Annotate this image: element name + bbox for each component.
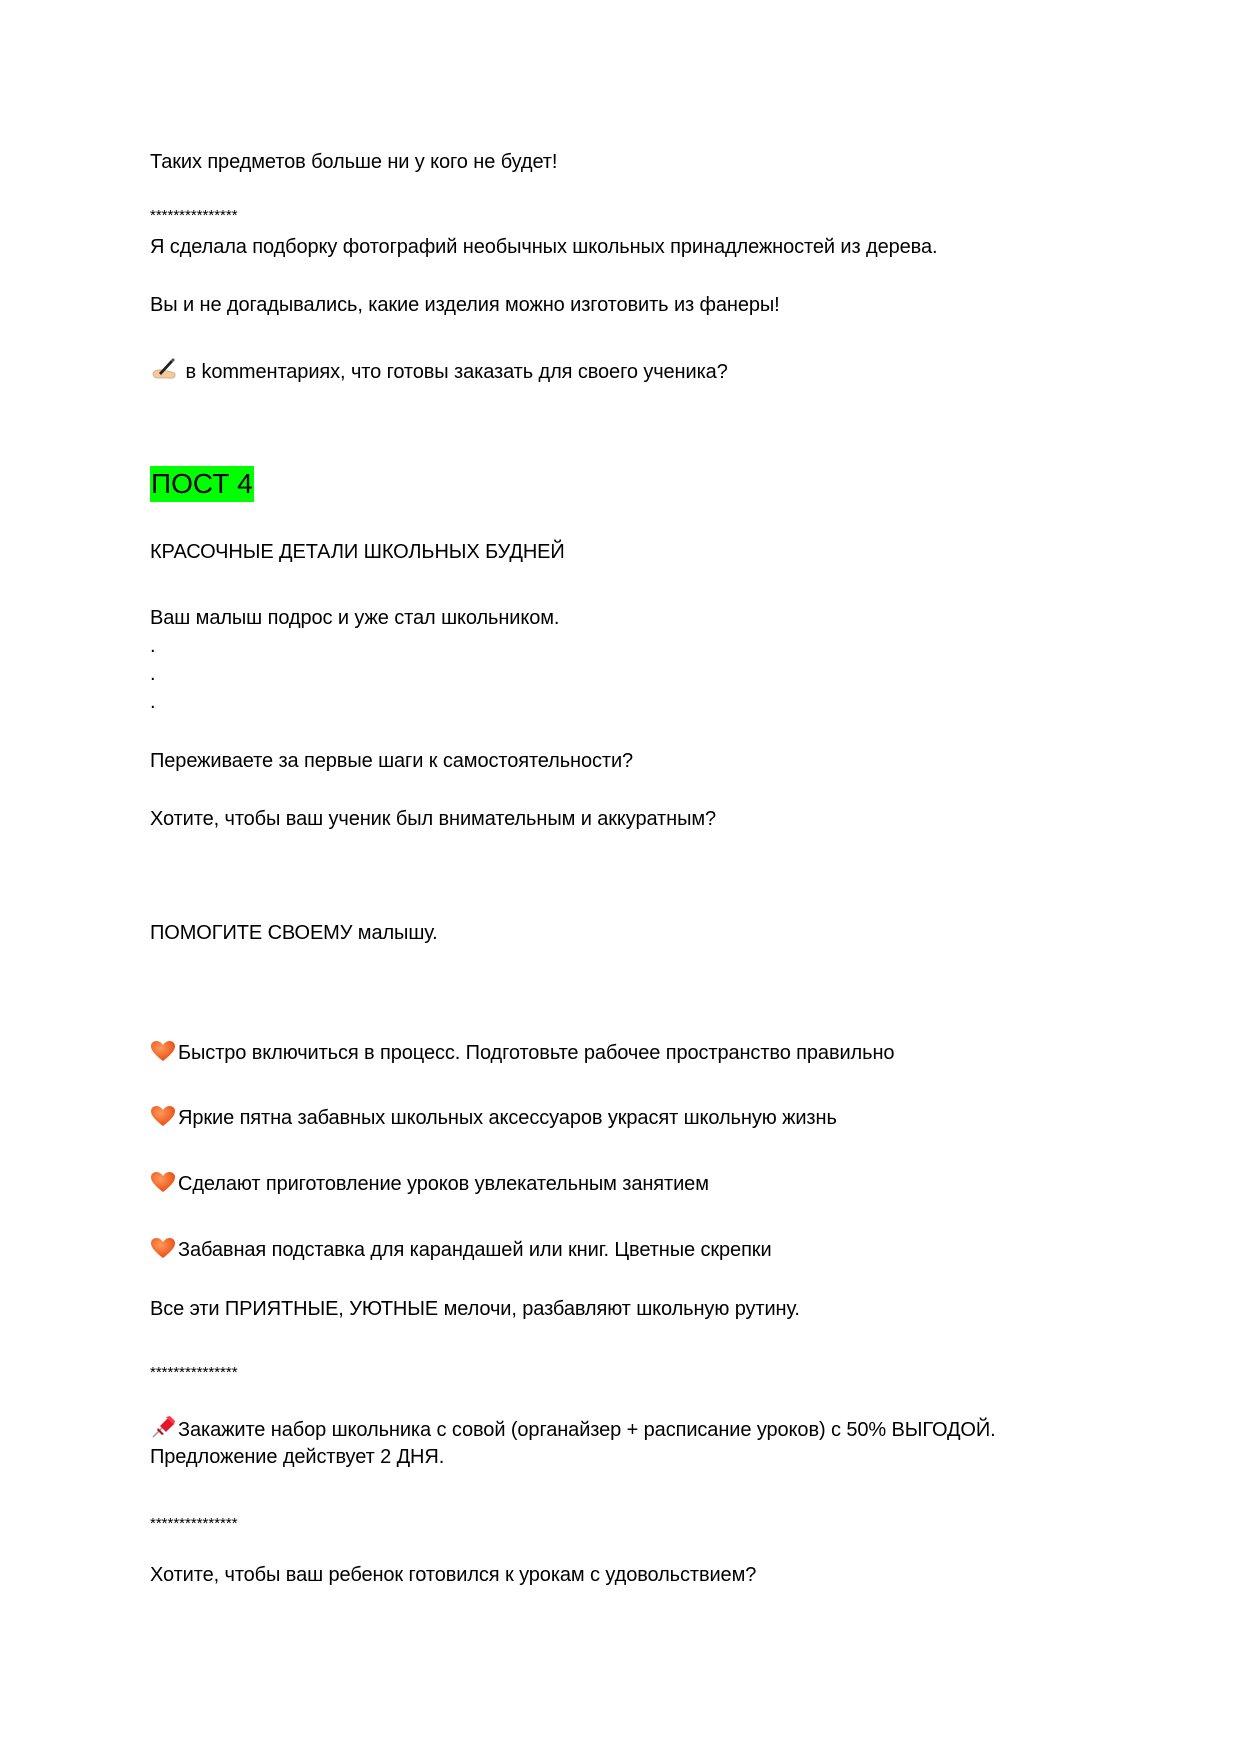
separator: *************** — [150, 1515, 238, 1532]
intro-line-4-text: в kommентариях, что готовы заказать для своего ученика? — [180, 361, 728, 383]
dot-line: . — [150, 663, 156, 685]
intro-line-3: Вы и не догадывались, какие изделия можно изготовить из фанеры! — [150, 294, 780, 316]
offer-text: Закажите набор школьника с совой (органайзер + расписание уроков) с 50% ВЫГОДОЙ. — [178, 1419, 996, 1441]
post-title: КРАСОЧНЫЕ ДЕТАЛИ ШКОЛЬНЫХ БУДНЕЙ — [150, 541, 565, 563]
bullet-item — [150, 1237, 772, 1263]
post-question-1: Переживаете за первые шаги к самостоятельности? — [150, 750, 634, 772]
post-call: ПОМОГИТЕ СВОЕМУ малышу. — [150, 922, 438, 944]
dot-line: . — [150, 635, 156, 657]
intro-line-2: Я сделала подборку фотографий необычных школьных принадлежностей из дерева. — [150, 236, 938, 258]
pushpin-icon — [150, 1415, 176, 1439]
bullet-item — [150, 1040, 894, 1066]
bullet-item — [150, 1171, 709, 1197]
offer-line-1 — [150, 1415, 996, 1443]
offer-line-2: Предложение действует 2 ДНЯ. — [150, 1446, 445, 1468]
post-question-2: Хотите, чтобы ваш ученик был внимательным и аккуратным? — [150, 808, 717, 830]
orange-heart-icon — [150, 1040, 176, 1062]
separator: *************** — [150, 207, 238, 224]
bullet-text: Быстро включиться в процесс. Подготовьте рабочее пространство правильно — [178, 1042, 895, 1064]
dot-line: . — [150, 691, 156, 713]
orange-heart-icon — [150, 1105, 176, 1127]
bullet-text: Яркие пятна забавных школьных аксессуаров украсят школьную жизнь — [178, 1107, 837, 1129]
post-summary: Все эти ПРИЯТНЫЕ, УЮТНЫЕ мелочи, разбавляют школьную рутину. — [150, 1298, 800, 1320]
bullet-item — [150, 1105, 837, 1131]
bullet-text: Забавная подставка для карандашей или книг. Цветные скрепки — [178, 1239, 772, 1261]
post-opening: Ваш малыш подрос и уже стал школьником. — [150, 607, 560, 629]
bullet-text: Сделают приготовление уроков увлекательным занятием — [178, 1173, 709, 1195]
post-heading: ПОСТ 4 — [150, 466, 254, 502]
intro-line-4 — [150, 357, 728, 385]
orange-heart-icon — [150, 1171, 176, 1193]
separator: *************** — [150, 1364, 238, 1381]
closing-question: Хотите, чтобы ваш ребенок готовился к урокам с удовольствием? — [150, 1564, 757, 1586]
intro-line-1: Таких предметов больше ни у кого не будет! — [150, 151, 558, 173]
orange-heart-icon — [150, 1237, 176, 1259]
writing-hand-icon — [150, 357, 178, 381]
